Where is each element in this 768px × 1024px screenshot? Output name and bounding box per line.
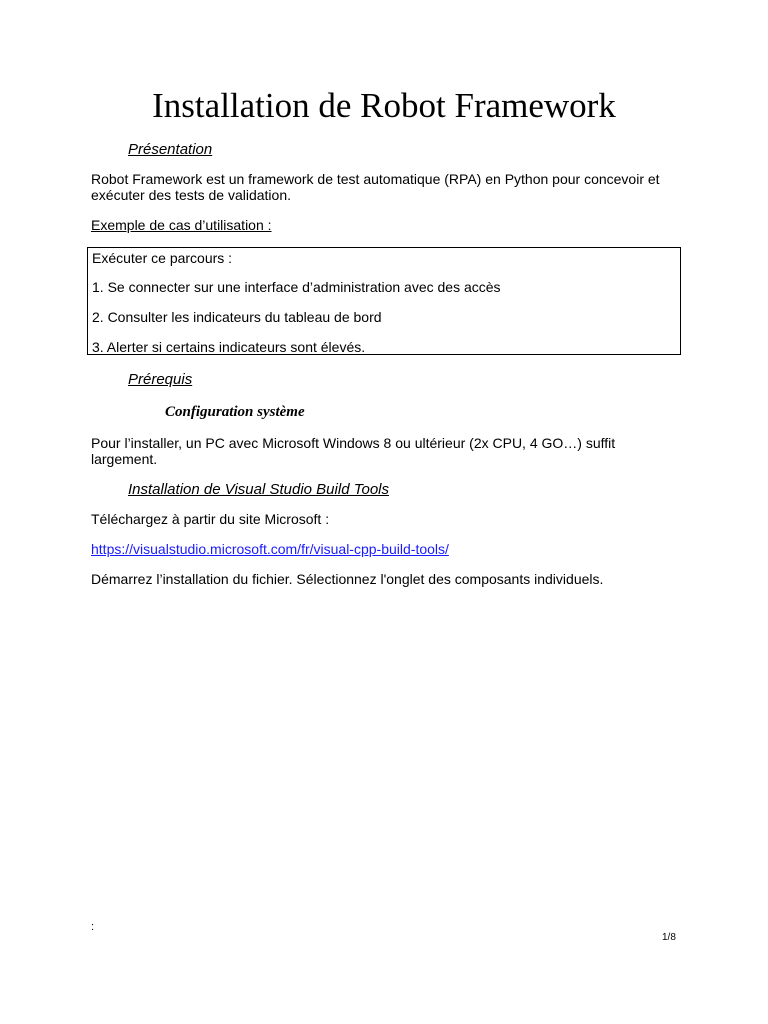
use-case-step: 1. Se connecter sur une interface d’administration avec des accès — [92, 279, 501, 295]
use-case-step: 3. Alerter si certains indicateurs sont élevés. — [92, 339, 366, 355]
use-case-label: Exemple de cas d’utilisation : — [91, 217, 272, 233]
prerequis-paragraph: Pour l’installer, un PC avec Microsoft Windows 8 ou ultérieur (2x CPU, 4 GO…) suffit largement. — [91, 435, 616, 467]
use-case-box — [87, 247, 681, 355]
subheading-configuration-systeme: Configuration système — [165, 404, 305, 420]
document-title: Installation de Robot Framework — [152, 86, 616, 125]
visual-cpp-build-tools-link[interactable]: https://visualstudio.microsoft.com/fr/visual-cpp-build-tools/ — [91, 541, 449, 557]
section-heading-presentation: Présentation — [128, 141, 213, 158]
use-case-step: 2. Consulter les indicateurs du tableau de bord — [92, 309, 382, 325]
section-heading-prerequis: Prérequis — [128, 371, 193, 388]
install-instructions: Démarrez l’installation du fichier. Sélectionnez l'onglet des composants individuels. — [91, 571, 604, 587]
presentation-paragraph: Robot Framework est un framework de test automatique (RPA) en Python pour concevoir et exécuter des tests de validation. — [91, 171, 660, 203]
footer-mark: : — [91, 921, 95, 933]
page-number: 1/8 — [662, 932, 676, 943]
download-instruction: Téléchargez à partir du site Microsoft : — [91, 511, 330, 527]
section-heading-build-tools: Installation de Visual Studio Build Tools — [128, 481, 390, 498]
use-case-intro: Exécuter ce parcours : — [92, 250, 233, 266]
link-paragraph — [91, 541, 691, 557]
